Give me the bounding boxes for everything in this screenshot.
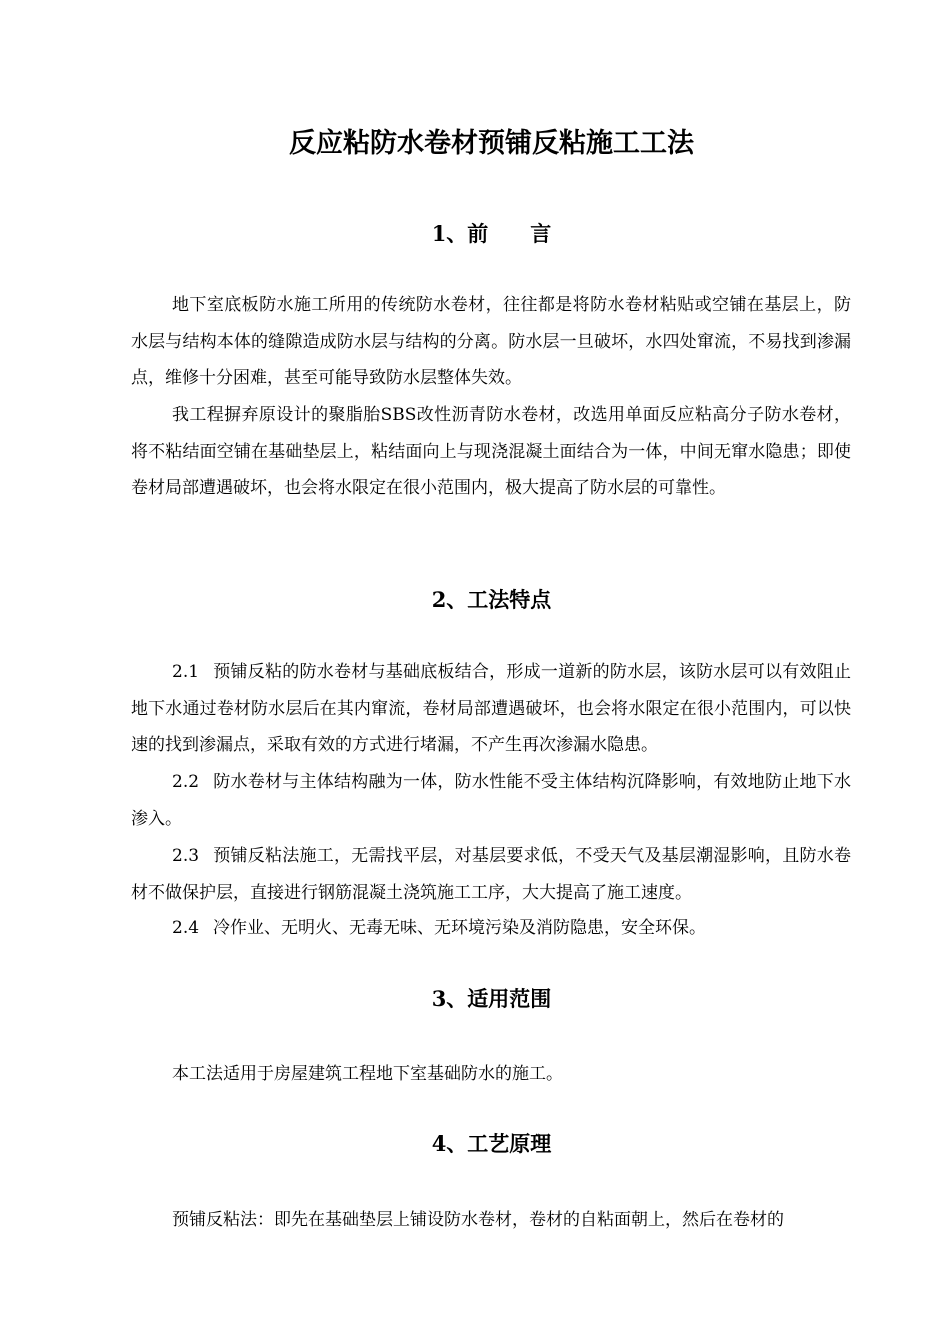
item-number: 2.2	[172, 772, 200, 792]
section-heading-principle: 4、工艺原理	[431, 1131, 552, 1156]
numbered-item	[131, 654, 851, 764]
item-text: 预铺反粘法施工，无需找平层，对基层要求低，不受天气及基层潮湿影响，且防水卷材不做保护层，直接进行钢筋混凝土浇筑施工工序，大大提高了施工速度。	[131, 846, 851, 903]
section-heading-features: 2、工法特点	[431, 587, 552, 612]
item-text: 防水卷材与主体结构融为一体，防水性能不受主体结构沉降影响，有效地防止地下水渗入。	[131, 772, 851, 829]
document-title: 反应粘防水卷材预铺反粘施工工法	[289, 128, 694, 159]
paragraph: 本工法适用于房屋建筑工程地下室基础防水的施工。	[172, 1064, 563, 1084]
numbered-item	[131, 910, 851, 947]
item-text: 冷作业、无明火、无毒无味、无环境污染及消防隐患，安全环保。	[213, 918, 707, 938]
paragraph: 地下室底板防水施工所用的传统防水卷材，往往都是将防水卷材粘贴或空铺在基层上，防水层与结构本体的缝隙造成防水层与结构的分离。防水层一旦破坏，水四处窜流，不易找到渗漏点，维修十分困难，甚至可能导致防水层整体失效。	[131, 295, 851, 388]
item-number: 2.1	[172, 662, 200, 682]
numbered-item	[131, 838, 851, 911]
item-number: 2.4	[172, 918, 200, 938]
paragraph: 预铺反粘法：即先在基础垫层上铺设防水卷材，卷材的自粘面朝上，然后在卷材的	[172, 1210, 784, 1230]
section-heading-scope: 3、适用范围	[431, 986, 552, 1011]
item-text: 预铺反粘的防水卷材与基础底板结合，形成一道新的防水层，该防水层可以有效阻止地下水通过卷材防水层后在其内窜流，卷材局部遭遇破坏，也会将水限定在很小范围内，可以快速的找到渗漏点，采取有效的方式进行堵漏，不产生再次渗漏水隐患。	[131, 662, 851, 755]
paragraph: 我工程摒弃原设计的聚脂胎SBS改性沥青防水卷材，改选用单面反应粘高分子防水卷材，将不粘结面空铺在基础垫层上，粘结面向上与现浇混凝土面结合为一体，中间无窜水隐患；即使卷材局部遭遇破坏，也会将水限定在很小范围内，极大提高了防水层的可靠性。	[131, 405, 851, 498]
numbered-item	[131, 764, 851, 837]
item-number: 2.3	[172, 846, 200, 866]
section-heading-preface: 1、前 言	[431, 221, 552, 246]
